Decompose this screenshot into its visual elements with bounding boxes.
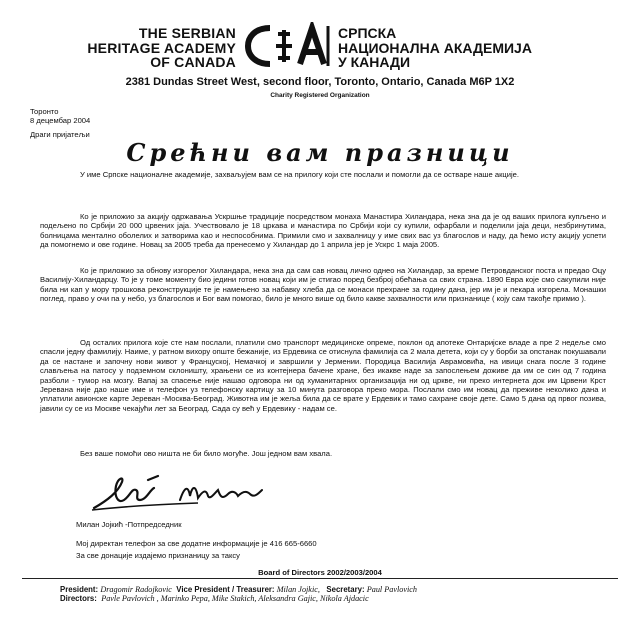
paragraph-hilandar-text: Ко је приложио за обнову изгорелог Хиландара, нека зна да сам сав новац лично однео на Хиландар, за време Петровданског поста и предао Оцу Василију-Хиландарцу. То је у томе моменту био једини готов новац који им је стигао поред безброј обећања са свих страна. 1890 Евра које смо сакупили није била ни кап у мору трошкова реконструкције те је намењено за набавку хлеба да се монаси прехране за годину дана, јер им је и пекара изгорела. Монашки поглед, право у очи па у небо, уз благослов и Бог вам помогао, било је много више од било какве захвалности или признанице ( коју сам такође примио ). — [40, 266, 606, 304]
president-name: Dragomir Radojkovic — [100, 585, 172, 594]
contact-phone-line: Мој директан телефон за све додатне информације је 416 665-6660 — [76, 539, 317, 548]
secretary-name: Paul Pavlovich — [366, 585, 417, 594]
letter-date: 8 децембар 2004 — [30, 116, 91, 125]
paragraph-closing-text: Без ваше помоћи ово ништа не би било могуће. Још једном вам хвала. — [80, 449, 333, 458]
paragraph-thanks — [40, 170, 606, 179]
officers-line-1 — [60, 585, 620, 594]
signer-name: Милан Јојкић -Потпредседник — [76, 520, 182, 529]
directors-label: Directors: — [60, 594, 97, 604]
footer-divider — [22, 578, 618, 579]
address: 2381 Dundas Street West, second floor, Toronto, Ontario, Canada M6P 1X2 — [125, 76, 515, 88]
president-label: President: — [60, 585, 99, 594]
serbian-line-2: НАЦИОНАЛНА АКАДЕМИЈА — [338, 39, 532, 56]
donation-receipt-line: За све донације издајемо признаницу за таксу — [76, 551, 240, 560]
greeting-title: Срећни вам празници — [126, 138, 514, 167]
serbian-line-3: У КАНАДИ — [338, 54, 411, 70]
handwritten-signature-icon — [88, 470, 308, 516]
paragraph-easter — [40, 212, 606, 250]
board-heading: Board of Directors 2002/2003/2004 — [258, 568, 382, 577]
officers-line-2 — [60, 594, 620, 603]
paragraph-easter-text: Ко је приложио за акцију одржавања Ускршње традиције посредством монаха Манастира Хиландара, нека зна да је од ваших прилога купљено и подељено по Србији 20 000 црвених јаја. Учествовало је 18 цркава и манастира по Србији који су купили, офарбали и поделили јаја деци, незбринутима, болницама ментално оболелих и затворима као и неспособнима. Примили смо и захвалницу у име свих вас уз благослов и наду, да ћемо исту акцију успети да помогнемо и ове године. Новац за 2005 треба да пренесемо у Хиландар до 1 априла јер је Ускрс 1 маја 2005. — [40, 212, 606, 250]
officers-list — [60, 585, 620, 604]
paragraph-closing — [40, 449, 606, 458]
english-line-3: OF CANADA — [150, 54, 236, 70]
serbian-line-1: СРПСКА — [338, 25, 397, 41]
charity-note: Charity Registered Organization — [270, 92, 370, 99]
academy-name-english — [48, 26, 236, 70]
directors-names: Pavle Pavlovich , Marinko Pepa, Mike Stakich, Aleksandra Gajic, Nikola Ajdacic — [101, 594, 369, 604]
paragraph-hilandar — [40, 266, 606, 304]
salutation: Драги пријатељи — [30, 130, 90, 139]
academy-logo-icon — [240, 22, 334, 70]
vp-label: Vice President / Treasurer: — [176, 585, 275, 594]
secretary-label: Secretary: — [326, 585, 365, 594]
paragraph-family — [40, 338, 606, 413]
paragraph-family-text: Од осталих прилога које сте нам послали, платили смо транспорт медицинске опреме, поклон од апотеке Онтаријске владе а пре 2 недеље смо спасли једну фамилију. Наиме, у ратном вихору опште бежаније, из Ердевика се отиснула фамилија са 2 мала детета, који су у борби за опстанак покушавали да се настане и започну нови живот у Француској, Немачкој и завршили у Јермении. Породица Василија Аврамовића, на ивици снага после 3 године слављења на патосу у подземном склоништу, храњени се из контејнера бачене хране, без икакве наде за запослењем доживе да им се син од 7 година разболи - тумор на мозгу. Вапај за спасење није нашао одговора ни од хуманитарних организација ни од цркве, ни преко интернета док им Црвени Крст Јеревана није дао наше име и телефон уз телефонску картицу за 10 минута разговора преко мора. Послали смо им новац да преживе неколико дана и уплатили авионске карте Јереван -Москва-Београд. Животна им је жеља била да се врате у Ердевик и тамо сахране своје дете. Само 5 дана од првог позива, јавили су се из Москве чекајући лет за Београд. Сада су већ у Ердевику - надам се. — [40, 338, 606, 413]
english-line-2: HERITAGE ACADEMY — [87, 39, 236, 56]
english-line-1: THE SERBIAN — [138, 25, 236, 41]
letter-city: Торонто — [30, 107, 59, 116]
paragraph-thanks-text: У име Српске националне академије, захваљујем вам се на прилогу који сте послали и помогли да се остваре наше акције. — [80, 170, 520, 179]
academy-name-serbian — [338, 26, 638, 70]
vp-name: Milan Jojkic, — [276, 585, 320, 594]
